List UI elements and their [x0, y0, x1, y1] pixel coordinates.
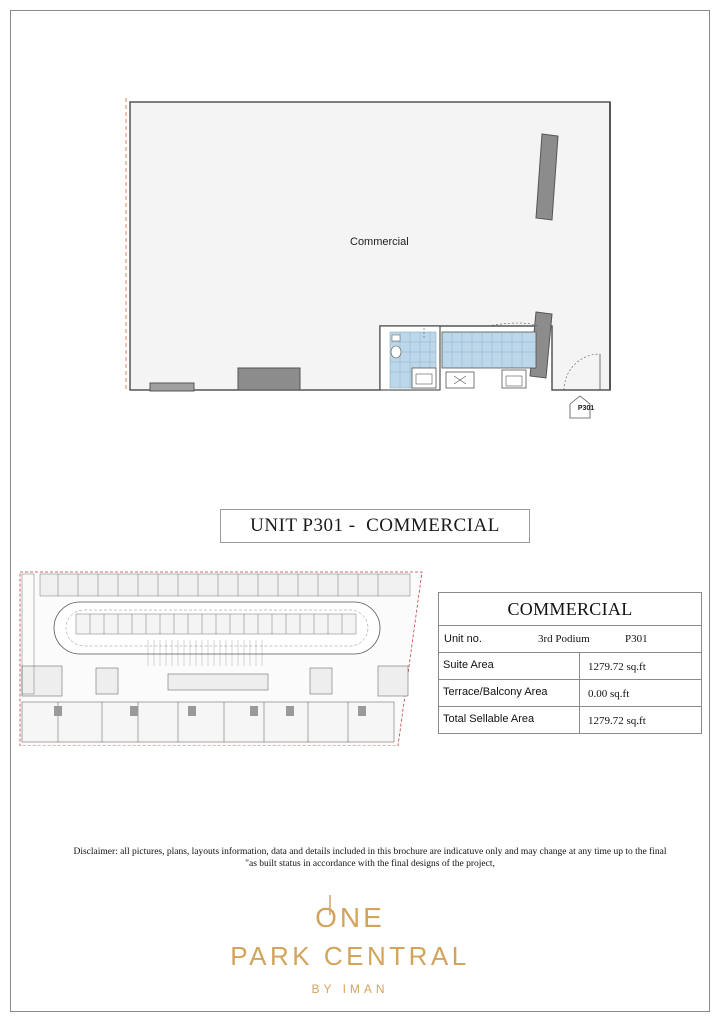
unit-title: UNIT P301 - COMMERCIAL: [250, 515, 500, 536]
brand-line-3: BY IMAN: [311, 982, 389, 996]
unit-info-row: [439, 626, 701, 653]
unit-code-value: P301: [625, 633, 648, 645]
row-value: 0.00 sq.ft: [588, 688, 630, 700]
brand-line-1: ONE: [315, 902, 385, 933]
area-table-heading: COMMERCIAL: [439, 593, 701, 626]
disclaimer: [30, 846, 710, 870]
row-label: Suite Area: [439, 653, 580, 679]
disclaimer-line-1: Disclaimer: all pictures, plans, layouts information, data and details included in this brochure are indicatuve only and may change at any time up to the final: [73, 847, 667, 857]
row-value: 1279.72 sq.ft: [588, 661, 646, 673]
disclaimer-line-2: "as built status in accordance with the final designs of the project,: [245, 859, 495, 869]
table-row: [439, 653, 701, 680]
unit-no-label: Unit no.: [444, 633, 482, 645]
table-row: [439, 707, 701, 733]
area-table: [438, 592, 702, 734]
unit-title-box: [220, 509, 530, 543]
brand-line-2: PARK CENTRAL: [230, 941, 470, 971]
logo-color: [230, 902, 469, 996]
key-plan-drawing: [18, 570, 426, 746]
table-row: [439, 680, 701, 707]
row-label: Terrace/Balcony Area: [439, 680, 580, 706]
brand-logo: [200, 893, 500, 1003]
floor-value: 3rd Podium: [538, 633, 590, 645]
unit-tag: P301: [577, 405, 595, 412]
row-label: Total Sellable Area: [439, 707, 580, 733]
floor-plan-drawing: [112, 90, 622, 430]
room-label: Commercial: [350, 236, 409, 248]
row-value: 1279.72 sq.ft: [588, 715, 646, 727]
